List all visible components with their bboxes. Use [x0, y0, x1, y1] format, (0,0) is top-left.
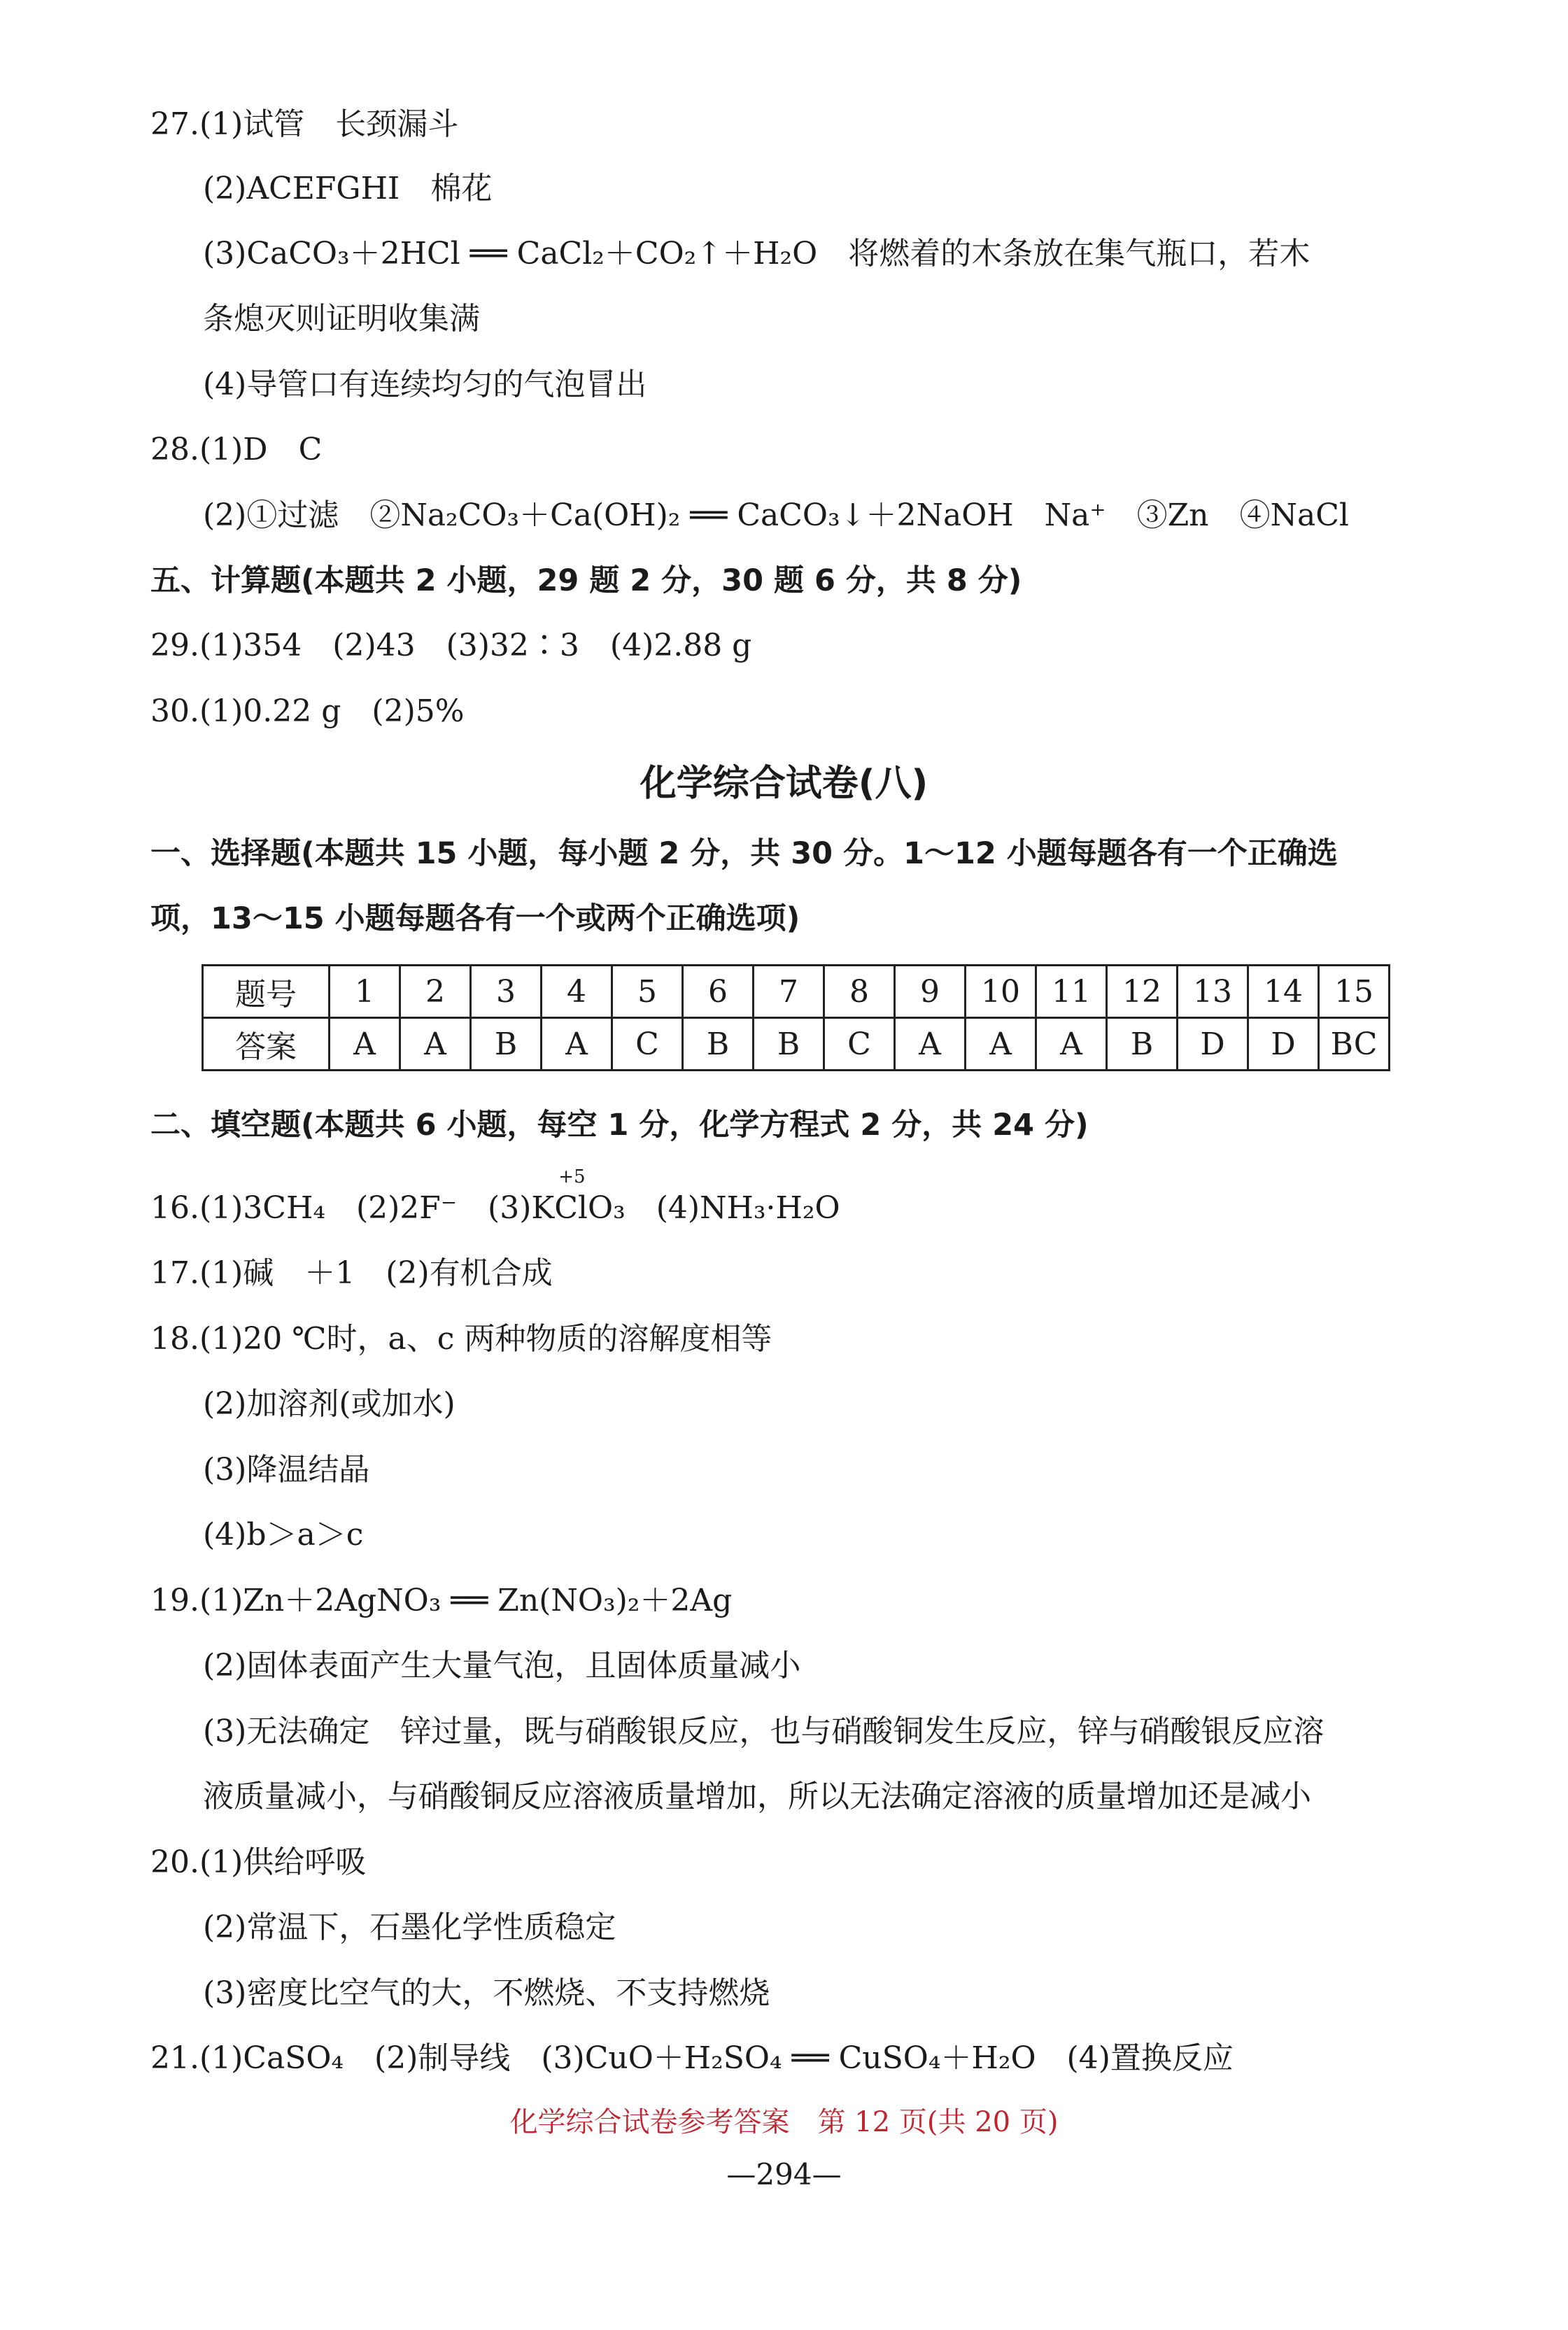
table-cell: 7	[754, 966, 824, 1018]
q16-text-before: 16.(1)3CH₄ (2)2F⁻ (3)K	[150, 1190, 555, 1226]
q28-line2: (2)①过滤 ②Na₂CO₃＋Ca(OH)₂ ══ CaCO₃↓＋2NaOH Na⁺ ③Zn ④NaCl	[203, 497, 1349, 533]
table-cell: A	[542, 1018, 612, 1071]
q30-line: 30.(1)0.22 g (2)5%	[150, 693, 465, 729]
table-cell: 5	[612, 966, 683, 1018]
answer-table	[202, 964, 1390, 1071]
q19-line1: 19.(1)Zn＋2AgNO₃ ══ Zn(NO₃)₂＋2Ag	[150, 1583, 733, 1618]
chlorine-symbol: Cl	[554, 1190, 588, 1226]
q28-line1: 28.(1)D C	[150, 432, 323, 467]
table-cell: 1	[330, 966, 400, 1018]
q27-line1: 27.(1)试管 长颈漏斗	[150, 106, 459, 142]
q27-line3: (3)CaCO₃＋2HCl ══ CaCl₂＋CO₂↑＋H₂O 将燃着的木条放在集气瓶口，若木	[203, 236, 1311, 271]
table-cell: D	[1248, 1018, 1319, 1071]
q18-line3: (3)降温结晶	[203, 1452, 370, 1488]
q21-line: 21.(1)CaSO₄ (2)制导线 (3)CuO＋H₂SO₄ ══ CuSO₄＋H₂O (4)置换反应	[150, 2040, 1234, 2076]
answer-table-row-numbers	[203, 966, 1390, 1018]
oxidation-state-group	[554, 1166, 588, 1229]
q19-line2: (2)固体表面产生大量气泡，且固体质量减小	[203, 1648, 801, 1683]
q20-line1: 20.(1)供给呼吸	[150, 1844, 367, 1880]
q29-line: 29.(1)354 (2)43 (3)32∶3 (4)2.88 g	[150, 628, 752, 663]
q19-line3-cont: 液质量减小，与硝酸铜反应溶液质量增加，所以无法确定溶液的质量增加还是减小	[203, 1779, 1311, 1814]
table-cell: B	[471, 1018, 542, 1071]
answer-table-row-answers	[203, 1018, 1390, 1071]
q20-line2: (2)常温下，石墨化学性质稳定	[203, 1909, 616, 1945]
table-cell: BC	[1319, 1018, 1390, 1071]
q27-line2: (2)ACEFGHI 棉花	[203, 171, 493, 206]
q19-line3: (3)无法确定 锌过量，既与硝酸银反应，也与硝酸铜发生反应，锌与硝酸银反应溶	[203, 1714, 1325, 1749]
exam-title: 化学综合试卷(八)	[640, 763, 928, 805]
table-label-number: 题号	[203, 966, 330, 1018]
q20-line3: (3)密度比空气的大，不燃烧、不支持燃烧	[203, 1975, 770, 2011]
table-cell: 8	[824, 966, 895, 1018]
table-cell: 9	[895, 966, 966, 1018]
q16-line	[150, 1166, 840, 1229]
table-cell: 15	[1319, 966, 1390, 1018]
table-cell: A	[966, 1018, 1036, 1071]
table-cell: 2	[400, 966, 471, 1018]
table-cell: B	[754, 1018, 824, 1071]
table-cell: C	[612, 1018, 683, 1071]
table-cell: 4	[542, 966, 612, 1018]
q27-line3-cont: 条熄灭则证明收集满	[203, 301, 480, 337]
table-cell: 12	[1107, 966, 1178, 1018]
table-cell: 14	[1248, 966, 1319, 1018]
table-cell: B	[683, 1018, 754, 1071]
table-label-answer: 答案	[203, 1018, 330, 1071]
q18-line4: (4)b＞a＞c	[203, 1517, 364, 1553]
table-cell: A	[330, 1018, 400, 1071]
oxidation-state-label: +5	[558, 1166, 586, 1187]
table-cell: A	[895, 1018, 966, 1071]
section5-heading: 五、计算题(本题共 2 小题，29 题 2 分，30 题 6 分，共 8 分)	[150, 563, 1022, 598]
table-cell: 13	[1178, 966, 1248, 1018]
table-cell: 6	[683, 966, 754, 1018]
table-cell: A	[1036, 1018, 1107, 1071]
section1-heading: 一、选择题(本题共 15 小题，每小题 2 分，共 30 分。1～12 小题每题各有一个正确选	[150, 836, 1338, 871]
q18-line2: (2)加溶剂(或加水)	[203, 1386, 455, 1422]
section2-heading: 二、填空题(本题共 6 小题，每空 1 分，化学方程式 2 分，共 24 分)	[150, 1108, 1089, 1143]
table-cell: B	[1107, 1018, 1178, 1071]
q17-line: 17.(1)碱 ＋1 (2)有机合成	[150, 1255, 553, 1291]
table-cell: 3	[471, 966, 542, 1018]
table-cell: 10	[966, 966, 1036, 1018]
table-cell: A	[400, 1018, 471, 1071]
table-cell: D	[1178, 1018, 1248, 1071]
q16-text-after: O₃ (4)NH₃·H₂O	[588, 1190, 840, 1226]
table-cell: C	[824, 1018, 895, 1071]
q18-line1: 18.(1)20 ℃时，a、c 两种物质的溶解度相等	[150, 1321, 772, 1357]
footer-caption: 化学综合试卷参考答案 第 12 页(共 20 页)	[509, 2106, 1059, 2138]
section1-heading-cont: 项，13～15 小题每题各有一个或两个正确选项)	[150, 901, 800, 936]
table-cell: 11	[1036, 966, 1107, 1018]
q27-line4: (4)导管口有连续均匀的气泡冒出	[203, 367, 647, 402]
page-number: —294—	[726, 2157, 842, 2191]
